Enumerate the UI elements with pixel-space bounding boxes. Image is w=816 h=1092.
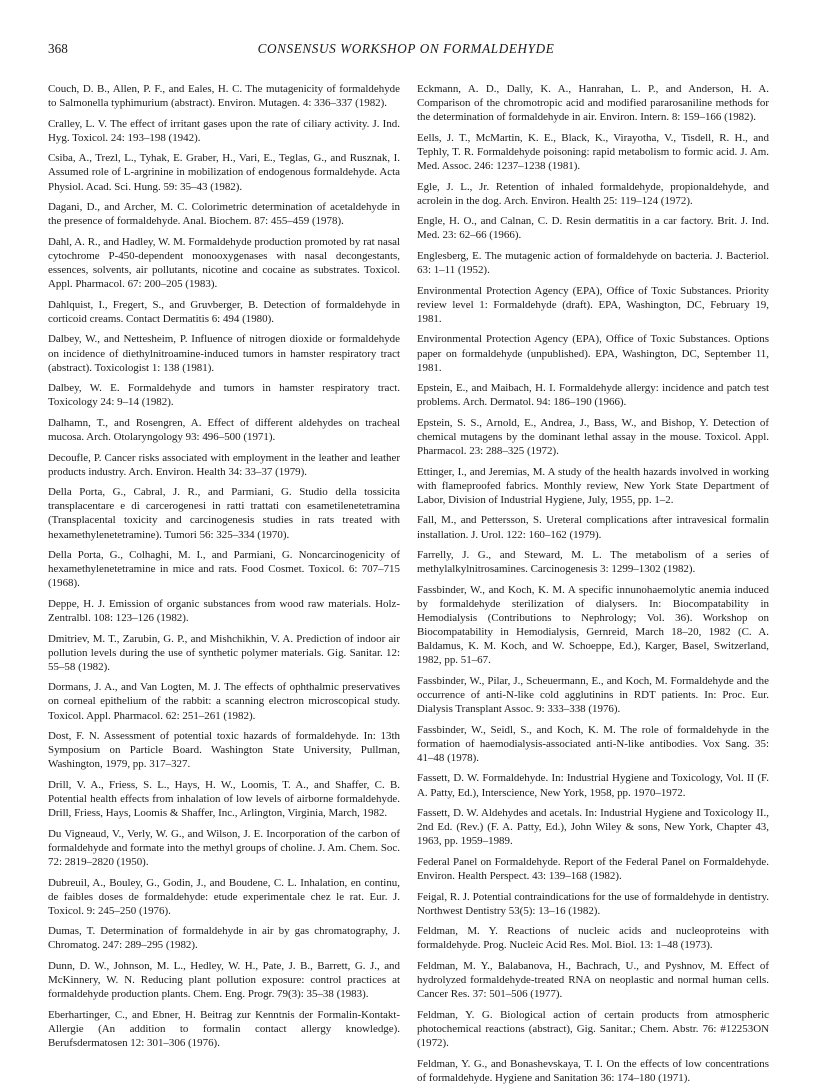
reference-entry: Feldman, Y. G., and Bonashevskaya, T. I. On the effects of low concentrations of formaldehyde. Hygiene and Sanitation 36: 174–180 (1971). [417,1057,769,1084]
reference-entry: Fassett, D. W. Aldehydes and acetals. In: Industrial Hygiene and Toxicology II., 2nd Ed. (Rev.) (F. A. Patty, Ed.), John Wiley & sons, New York, Chapter 43, 1963, pp. 1959–1989. [417,807,769,848]
reference-entry: Eells, J. T., McMartin, K. E., Black, K., Virayotha, V., Tisdell, R. H., and Tephly, T. R. Formaldehyde poisoning: rapid metabolism to formic acid. J. Am. Med. Assoc. 246: 1237–1238 (1981). [417,131,769,172]
reference-entry: Dalhamn, T., and Rosengren, A. Effect of different aldehydes on tracheal mucosa. Arch. Otolaryngology 93: 496–500 (1971). [48,416,400,443]
reference-entry: Englesberg, E. The mutagenic action of formaldehyde on bacteria. J. Bacteriol. 63: 1–11 (1952). [417,249,769,277]
page-header [48,40,764,58]
reference-entry: Fall, M., and Pettersson, S. Ureteral complications after intravesical formalin installation. J. Urol. 122: 160–162 (1979). [417,514,769,541]
reference-entry: Environmental Protection Agency (EPA), Office of Toxic Substances. Options paper on formaldehyde (unpublished). EPA, Washington, DC, September 11, 1981. [417,333,769,374]
reference-entry: Della Porta, G., Colhaghi, M. I., and Parmiani, G. Noncarcinogenicity of hexamethylenetetramine in mice and rats. Food Cosmet. Toxicol. 6: 707–715 (1968). [48,549,400,590]
reference-entry: Fassbinder, W., and Koch, K. M. A specific innunohaemolytic anemia induced by formaldehyde sterilization of dialysers. In: Biocompatability in Hemodialysis (Contributions to Nephrology; Vol. 36). Workshop on Biocompatability in Hemodialysis, Gernreid, March 18–20, 1982 (C. A. Baldamus, K. M. Koch, and W. Schoeppe, Ed.), Karger, Basel, Switzerland, 1982, pp. 51–67. [417,583,769,667]
reference-entry: Fassbinder, W., Pilar, J., Scheuermann, E., and Koch, M. Formaldehyde and the occurrence of anti-N-like cold agglutinins in RDT patients. In: Proc. Eur. Dialysis Transplant Assoc. 9: 333–338 (1976). [417,674,769,716]
reference-entry: Cralley, L. V. The effect of irritant gases upon the rate of ciliary activity. J. Ind. Hyg. Toxicol. 24: 193–198 (1942). [48,117,400,144]
reference-entry: Feldman, M. Y. Reactions of nucleic acids and nucleoproteins with formaldehyde. Prog. Nucleic Acid Res. Mol. Biol. 13: 1–48 (1973). [417,925,769,952]
reference-entry: Dormans, J. A., and Van Logten, M. J. The effects of ophthalmic preservatives on corneal epithelium of the rabbit: a scanning electron microscopical study. Toxicol. Appl. Pharmacol. 62: 251–261 (1982). [48,681,400,722]
reference-entry: Dmitriev, M. T., Zarubin, G. P., and Mishchikhin, V. A. Prediction of indoor air pollution levels during the use of synthetic polymer materials. Gig. Sanitar. 12: 55–58 (1982). [48,632,400,673]
reference-entry: Engle, H. O., and Calnan, C. D. Resin dermatitis in a car factory. Brit. J. Ind. Med. 23: 62–66 (1966). [417,215,769,242]
reference-entry: Ettinger, I., and Jeremias, M. A study of the health hazards involved in working with flameproofed fabrics. Monthly review, New York State Department of Labor, Division of Industrial Hygiene, July, 1955, pp. 1–2. [417,465,769,506]
running-title: CONSENSUS WORKSHOP ON FORMALDEHYDE [257,41,555,56]
reference-entry: Feldman, M. Y., Balabanova, H., Bachrach, U., and Pyshnov, M. Effect of hydrolyzed formaldehyde-treated RNA on neoplastic and normal human cells. Cancer Res. 37: 501–506 (1977). [417,959,769,1001]
reference-entry: Dahl, A. R., and Hadley, W. M. Formaldehyde production promoted by rat nasal cytochrome P-450-dependent monooxygenases with nasal decongestants, essences, solvents, air pollutants, nicotine and cocaine as substrates. Toxicol. Appl. Pharmacol. 67: 200–205 (1983). [48,235,400,291]
reference-entry: Couch, D. B., Allen, P. F., and Eales, H. C. The mutagenicity of formaldehyde to Salmonella typhimurium (abstract). Environ. Mutagen. 4: 336–337 (1982). [48,83,400,110]
reference-entry: Fassett, D. W. Formaldehyde. In: Industrial Hygiene and Toxicology, Vol. II (F. A. Patty, Ed.), Interscience, New York, 1958, pp. 1970–1972. [417,772,769,799]
reference-entry: Della Porta, G., Cabral, J. R., and Parmiani, G. Studio della tossicita transplacentare e di carcerogenesi in ratti trattati con esametilenetetramina (Transplacental toxicity and carcinogenesis studies in rats treated with hexamethylenetetramine). Tumori 56: 325–334 (1970). [48,486,400,541]
reference-entry: Epstein, E., and Maibach, H. I. Formaldehyde allergy: incidence and patch test problems. Arch. Dermatol. 94: 186–190 (1966). [417,382,769,409]
reference-entry: Epstein, S. S., Arnold, E., Andrea, J., Bass, W., and Bishop, Y. Detection of chemical mutagens by the dominant lethal assay in the mouse. Toxicol. Appl. Pharmacol. 23: 288–325 (1972). [417,416,769,458]
reference-entry: Dunn, D. W., Johnson, M. L., Hedley, W. H., Pate, J. B., Barrett, G. J., and McKinnery, W. N. Reducing plant pollution exposure: control practices at formaldehyde production plants. Chem. Eng. Progr. 79(3): 35–38 (1983). [48,959,400,1001]
reference-entry: Eckmann, A. D., Dally, K. A., Hanrahan, L. P., and Anderson, H. A. Comparison of the chromotropic acid and modified pararosaniline methods for the determination of formaldehyde in air. Environ. Intern. 8: 159–166 (1982). [417,83,769,124]
reference-entry: Dubreuil, A., Bouley, G., Godin, J., and Boudene, C. L. Inhalation, en continu, de faibles doses de formaldehyde: etude experimentale chez le rat. Eur. J. Toxicol. 9: 245–250 (1976). [48,876,400,917]
reference-entry: Egle, J. L., Jr. Retention of inhaled formaldehyde, propionaldehyde, and acrolein in the dog. Arch. Environ. Health 25: 119–124 (1972). [417,180,769,207]
reference-column-left [48,82,400,1057]
reference-entry: Feldman, Y. G. Biological action of certain products from atmospheric photochemical reactions (abstract), Gig. Sanitar.; Chem. Abstr. 76: #12253ON (1972). [417,1008,769,1049]
reference-entry: Dagani, D., and Archer, M. C. Colorimetric determination of acetaldehyde in the presence of formaldehyde. Anal. Biochem. 87: 455–459 (1978). [48,201,400,228]
reference-entry: Dumas, T. Determination of formaldehyde in air by gas chromatography, J. Chromatog. 247: 289–295 (1982). [48,925,400,952]
reference-entry: Dost, F. N. Assessment of potential toxic hazards of formaldehyde. In: 13th Symposium on Particle Board. Washington State University, Pullman, Washington, 1979, pp. 317–327. [48,730,400,771]
reference-entry: Dahlquist, I., Fregert, S., and Gruvberger, B. Detection of formaldehyde in corticoid creams. Contact Dermatitis 6: 494 (1980). [48,298,400,325]
reference-entry: Csiba, A., Trezl, L., Tyhak, E. Graber, H., Vari, E., Teglas, G., and Rusznak, I. Assumed role of L-argrinine in mobilization of endogenous formaldehyde. Acta Physiol. Acad. Sci. Hung. 59: 35–43 (1982). [48,152,400,193]
reference-entry: Environmental Protection Agency (EPA), Office of Toxic Substances. Priority review level 1: Formaldehyde (draft). EPA, Washington, DC, February 19, 1981. [417,284,769,325]
page-number: 368 [48,41,68,56]
reference-entry: Dalbey, W. E. Formaldehyde and tumors in hamster respiratory tract. Toxicology 24: 9–14 (1982). [48,382,400,409]
reference-entry: Farrelly, J. G., and Steward, M. L. The metabolism of a series of methylalkylnitrosamines. Carcinogenesis 3: 1299–1302 (1982). [417,549,769,576]
reference-entry: Du Vigneaud, V., Verly, W. G., and Wilson, J. E. Incorporation of the carbon of formaldehyde and formate into the methyl groups of choline. J. Am. Chem. Soc. 72: 2819–2820 (1950). [48,827,400,868]
reference-entry: Eberhartinger, C., and Ebner, H. Beitrag zur Kenntnis der Formalin-Kontakt-Allergie (An addition to formalin contact allergy knowledge). Berufsdermatosen 12: 301–306 (1976). [48,1008,400,1049]
reference-entry: Federal Panel on Formaldehyde. Report of the Federal Panel on Formaldehyde. Environ. Health Perspect. 43: 139–168 (1982). [417,855,769,882]
reference-entry: Deppe, H. J. Emission of organic substances from wood raw materials. Holz-Zentralbl. 108: 123–126 (1982). [48,597,400,624]
reference-entry: Fassbinder, W., Seidl, S., and Koch, K. M. The role of formaldehyde in the formation of haemodialysis-associated anti-N-like antibodies. Vox Sang. 35: 41–48 (1978). [417,723,769,764]
reference-column-right [417,82,769,1091]
reference-entry: Decoufle, P. Cancer risks associated with employment in the leather and leather products industry. Arch. Environ. Health 34: 33–37 (1979). [48,451,400,478]
reference-entry: Drill, V. A., Friess, S. L., Hays, H. W., Loomis, T. A., and Shaffer, C. B. Potential health effects from inhalation of low levels of airborne formaldehyde. Drill, Friess, Hays, Loomis & Shaffer, Inc., Arlington, Virginia, March, 1982. [48,778,400,820]
reference-entry: Feigal, R. J. Potential contraindications for the use of formaldehyde in dentistry. Northwest Dentistry 53(5): 13–16 (1982). [417,890,769,917]
reference-entry: Dalbey, W., and Nettesheim, P. Influence of nitrogen dioxide or formaldehyde on incidence of diethylnitroamine-induced tumors in hamster respiratory tract (abstract). Toxicologist 1: 138 (1981). [48,333,400,374]
